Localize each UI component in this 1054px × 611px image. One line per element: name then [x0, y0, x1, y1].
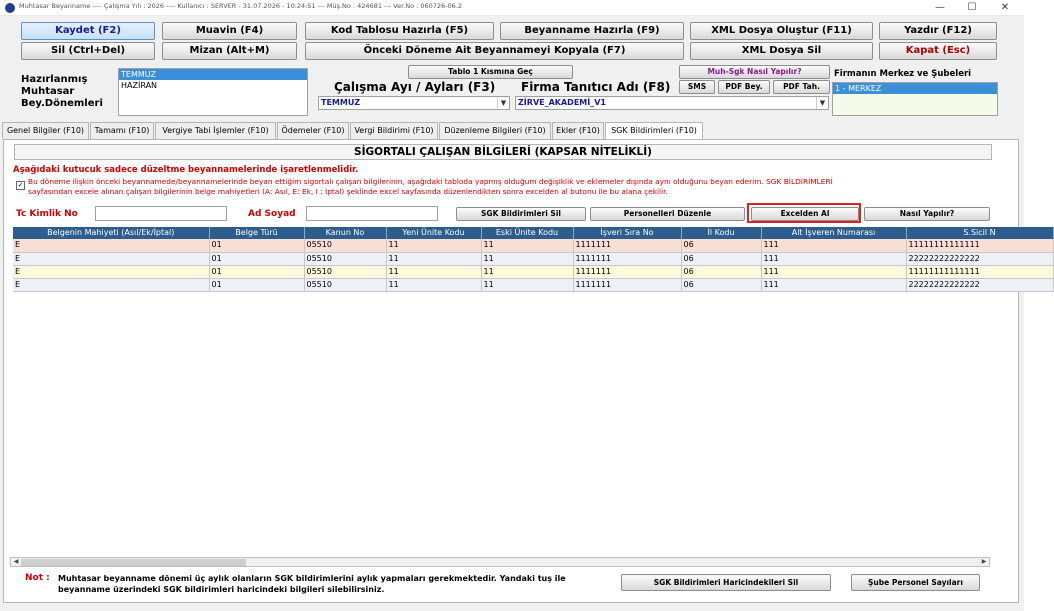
firma-tanitici-label: Firma Tanıtıcı Adı (F8) [521, 80, 671, 94]
period-item[interactable]: HAZİRAN [121, 81, 158, 90]
title-bar [0, 0, 1024, 16]
nasil-yapilir-button[interactable]: Nasıl Yapılır? [864, 207, 990, 221]
xml-sil-button[interactable]: XML Dosya Sil [690, 42, 873, 60]
column-header[interactable]: Yeni Ünite Kodu [386, 227, 481, 239]
app-icon [5, 3, 15, 13]
grid-cell[interactable]: 1111111 [573, 278, 681, 291]
minimize-icon[interactable]: — [935, 2, 945, 13]
column-header[interactable]: Eski Ünite Kodu [481, 227, 573, 239]
maximize-icon[interactable]: ☐ [967, 2, 977, 13]
section-title: SİGORTALI ÇALIŞAN BİLGİLERİ (KAPSAR NİTELİKLİ) [14, 144, 992, 160]
grid-cell[interactable]: 05510 [304, 239, 386, 252]
pdf-bey-button[interactable]: PDF Bey. [718, 80, 770, 94]
tab-sgk-bildirimleri[interactable]: SGK Bildirimleri (F10) [605, 122, 703, 140]
window-title [19, 2, 462, 10]
grid-cell[interactable]: E [13, 265, 209, 278]
grid-cell[interactable]: 06 [681, 252, 761, 265]
periods-list[interactable] [118, 68, 308, 116]
pdf-tah-button[interactable]: PDF Tah. [773, 80, 830, 94]
tab-genel-bilgiler[interactable]: Genel Bilgiler (F10) [2, 122, 89, 139]
table-row[interactable] [13, 239, 1053, 252]
grid-cell[interactable]: 22222222222222 [906, 252, 1053, 265]
grid-cell[interactable]: E [13, 252, 209, 265]
sgk-haric-sil-button[interactable]: SGK Bildirimleri Haricindekileri Sil [621, 574, 831, 591]
tab-odemeler[interactable]: Ödemeler (F10) [277, 122, 349, 139]
grid-cell[interactable]: 1111111 [573, 252, 681, 265]
sil-button[interactable]: Sil (Ctrl+Del) [21, 42, 155, 60]
footer-not-label: Not : [25, 573, 50, 583]
grid-cell[interactable]: 05510 [304, 278, 386, 291]
grid-cell[interactable]: 111 [761, 252, 906, 265]
grid-cell[interactable]: 1111111 [573, 239, 681, 252]
tab-vergi-bildirimi[interactable]: Vergi Bildirimi (F10) [350, 122, 438, 139]
grid-cell[interactable]: 11 [386, 252, 481, 265]
chevron-down-icon: ▼ [816, 97, 828, 109]
table-row[interactable] [13, 265, 1053, 278]
scroll-right-icon[interactable]: ▶ [981, 558, 987, 565]
excelden-al-button[interactable]: Excelden Al [751, 207, 859, 221]
footer-note-line: Muhtasar beyanname dönemi üç aylık olanların SGK bildirimlerini aylık yapmaları gerekmektedir. Yandaki tuş ile [58, 574, 566, 583]
tab-tamami[interactable]: Tamamı (F10) [90, 122, 154, 139]
sgk-pane [3, 139, 1019, 603]
table-row[interactable] [13, 252, 1053, 265]
yazdir-button[interactable]: Yazdır (F12) [879, 22, 997, 40]
column-header[interactable]: İl Kodu [681, 227, 761, 239]
tc-label: Tc Kimlik No [16, 209, 78, 219]
firma-merkez-list[interactable] [832, 82, 998, 116]
sgk-sil-button[interactable]: SGK Bildirimleri Sil [456, 207, 586, 221]
footer-note-line: beyanname üzerindeki SGK bildirimleri haricindeki bilgileri silebilirsiniz. [58, 585, 385, 594]
tab-vergiye-tabi[interactable]: Vergiye Tabi İşlemler (F10) [155, 122, 276, 139]
calisma-ayi-select[interactable] [318, 96, 510, 110]
tab-ekler[interactable]: Ekler (F10) [552, 122, 604, 139]
grid-cell[interactable]: E [13, 239, 209, 252]
calisma-ayi-value: TEMMUZ [321, 98, 361, 107]
periods-label [21, 74, 103, 110]
column-header[interactable]: İşveri Sıra No [573, 227, 681, 239]
horizontal-scrollbar[interactable] [10, 557, 990, 567]
muavin-button[interactable]: Muavin (F4) [162, 22, 297, 40]
firma-tanitici-select[interactable] [515, 96, 829, 110]
grid-cell[interactable]: 01 [209, 239, 304, 252]
grid-cell[interactable]: 01 [209, 265, 304, 278]
ad-soyad-label: Ad Soyad [248, 209, 296, 219]
grid-cell[interactable]: 22222222222222 [906, 278, 1053, 291]
grid-cell[interactable]: 11 [481, 239, 573, 252]
notice-line: sayfasından excele alınan çalışan bilgilerinin belge mahiyetleri (A: Asıl, E: Ek, I : İptal) şeklinde excel sayfasında düzenlendikten sonra excelden al butonu ile bu alana çekilir. [28, 187, 668, 196]
sube-item[interactable]: 1 - MERKEZ [833, 83, 997, 94]
grid-cell[interactable]: 11 [386, 278, 481, 291]
mizan-button[interactable]: Mizan (Alt+M) [162, 42, 297, 60]
muh-sgk-help-button[interactable]: Muh-Sgk Nasıl Yapılır? [679, 65, 830, 79]
session-info: ---- Çalışma Yılı : 2026 ---- Kullanıcı : SERVER - 31.07.2026 - 10:24:51 --- Müş.No : 424681 --- Ver.No : 060726-06.2 [92, 2, 463, 10]
onceki-kopyala-button[interactable]: Önceki Döneme Ait Beyannameyi Kopyala (F7) [305, 42, 684, 60]
column-header[interactable]: Belgenin Mahiyeti (Asıl/Ek/İptal) [13, 227, 209, 239]
grid-cell[interactable]: 05510 [304, 252, 386, 265]
grid-header-row [13, 227, 1053, 239]
grid-cell[interactable]: 01 [209, 252, 304, 265]
grid-cell[interactable]: 06 [681, 239, 761, 252]
kapat-button[interactable]: Kapat (Esc) [879, 42, 997, 60]
grid-cell[interactable]: 01 [209, 278, 304, 291]
grid-cell[interactable]: 111 [761, 239, 906, 252]
firma-tanitici-value: ZİRVE_AKADEMİ_V1 [518, 98, 606, 107]
tablo1-button[interactable]: Tablo 1 Kısmına Geç [408, 65, 573, 79]
notice-line: Bu döneme ilişkin önceki beyannamede/beyannamelerinde beyan ettiğim sigortalı çalışan bilgilerinin, aşağıdaki tabloda yapmış olduğum değişiklik ve eklemeler dışında aynı olduğunu beyan ederim. SGK BİLDİRİMLERİ [28, 177, 833, 186]
chevron-down-icon: ▼ [497, 97, 509, 109]
scroll-left-icon[interactable]: ◀ [13, 558, 19, 565]
notice-text [28, 177, 998, 197]
sube-personel-button[interactable]: Şube Personel Sayıları [851, 574, 980, 591]
xml-olustur-button[interactable]: XML Dosya Oluştur (F11) [690, 22, 873, 40]
sms-button[interactable]: SMS [679, 80, 715, 94]
periods-label-line: Muhtasar [21, 86, 75, 97]
grid-cell[interactable]: 06 [681, 265, 761, 278]
grid-cell[interactable]: 1111111 [573, 265, 681, 278]
grid-cell[interactable]: 11 [386, 265, 481, 278]
column-header[interactable]: Belge Türü [209, 227, 304, 239]
app-title: Muhtasar Beyanname [19, 2, 91, 10]
column-header[interactable]: Alt İşveren Numarası [761, 227, 906, 239]
grid-cell[interactable]: 05510 [304, 265, 386, 278]
grid-cell[interactable]: 11 [481, 252, 573, 265]
grid-cell[interactable]: 111 [761, 278, 906, 291]
grid-cell[interactable]: 11 [481, 265, 573, 278]
confirm-checkbox[interactable]: ✓ [17, 181, 24, 189]
grid-cell[interactable]: 11111111111111 [906, 265, 1053, 278]
notice-title: Aşağıdaki kutucuk sadece düzeltme beyannamelerinde işaretlenmelidir. [13, 165, 359, 175]
grid-cell[interactable]: 11111111111111 [906, 239, 1053, 252]
grid-cell[interactable]: 111 [761, 265, 906, 278]
highlight-box [747, 203, 861, 223]
personel-duzenle-button[interactable]: Personelleri Düzenle [590, 207, 745, 221]
scroll-thumb[interactable] [21, 559, 246, 566]
beyanname-hazirla-button[interactable]: Beyanname Hazırla (F9) [500, 22, 684, 40]
periods-label-line: Hazırlanmış [21, 74, 88, 85]
table-row[interactable] [13, 278, 1053, 291]
tc-input[interactable] [95, 206, 227, 221]
kod-tablosu-button[interactable]: Kod Tablosu Hazırla (F5) [305, 22, 494, 40]
period-item[interactable]: TEMMUZ [119, 69, 307, 80]
periods-label-line: Bey.Dönemleri [21, 98, 103, 109]
grid-cell[interactable]: 11 [386, 239, 481, 252]
firma-merkez-label: Firmanın Merkez ve Şubeleri [834, 69, 972, 79]
tab-duzenleme[interactable]: Düzenleme Bilgileri (F10) [439, 122, 551, 139]
footer-note [58, 573, 608, 595]
grid-cell[interactable]: 06 [681, 278, 761, 291]
grid-table [13, 227, 1054, 292]
kaydet-button[interactable]: Kaydet (F2) [21, 22, 155, 40]
column-header[interactable]: Kanun No [304, 227, 386, 239]
grid-cell[interactable]: E [13, 278, 209, 291]
employee-grid[interactable] [13, 227, 996, 557]
grid-cell[interactable]: 11 [481, 278, 573, 291]
column-header[interactable]: S.Sicil N [906, 227, 1053, 239]
ad-soyad-input[interactable] [306, 206, 438, 221]
close-icon[interactable]: ✕ [1000, 2, 1010, 13]
calisma-ayi-label: Çalışma Ayı / Ayları (F3) [334, 80, 496, 94]
